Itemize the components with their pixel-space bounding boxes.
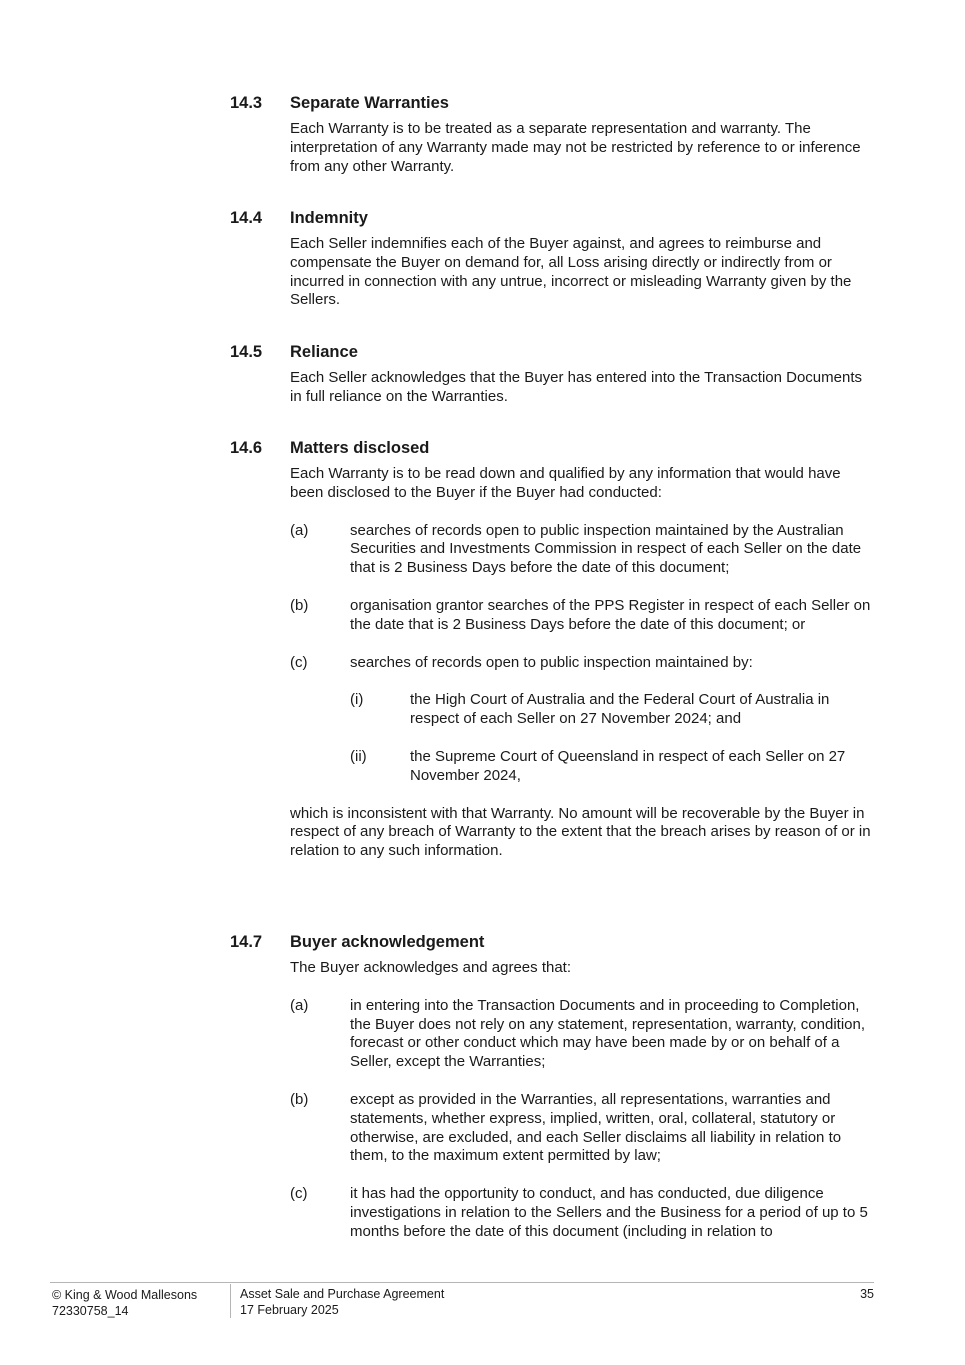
section-14-3 [230, 92, 880, 176]
section-title: Separate Warranties [290, 94, 449, 112]
section-heading [230, 207, 880, 229]
footer-copyright: © King & Wood Mallesons [52, 1288, 198, 1302]
sub-item-text: the High Court of Australia and the Federal Court of Australia in respect of each Seller on 27 November 2024; and [410, 691, 830, 728]
sub-item-label: (i) [350, 691, 364, 709]
section-14-7 [230, 931, 880, 1242]
section-number: 14.4 [230, 209, 263, 227]
section-intro: Each Warranty is to be read down and qualified by any information that would have been disclosed to the Buyer if the Buyer had conducted: [290, 465, 841, 501]
footer-doc-title: Asset Sale and Purchase Agreement [240, 1287, 445, 1301]
section-heading [230, 437, 880, 459]
footer-document-info [240, 1287, 444, 1318]
section-intro: The Buyer acknowledges and agrees that: [290, 959, 572, 976]
section-title: Buyer acknowledgement [290, 933, 485, 951]
list-item [290, 654, 880, 673]
section-title: Reliance [290, 343, 358, 361]
section-number: 14.3 [230, 94, 263, 112]
item-label: (b) [290, 596, 309, 614]
section-number: 14.5 [230, 343, 263, 361]
list-item [290, 1185, 880, 1241]
item-text: except as provided in the Warranties, all representations, warranties and statements, whether express, implied, written, oral, collateral, statutory or otherwise, are excluded, and each Seller disclaims all liability in relation to them, to the maximum extent permitted by law; [350, 1090, 842, 1165]
section-paragraph: Each Warranty is to be treated as a separate representation and warranty. The interpretation of any Warranty made may not be restricted by reference to or inference from any other Warranty. [290, 120, 861, 175]
section-paragraph: Each Seller acknowledges that the Buyer has entered into the Transaction Documents in full reliance on the Warranties. [290, 369, 862, 405]
item-label: (c) [290, 653, 308, 671]
section-14-6 [230, 437, 880, 861]
item-label: (a) [290, 521, 309, 539]
footer-rule [50, 1282, 874, 1283]
sub-list-item [350, 691, 880, 729]
section-heading [230, 92, 880, 114]
section-number: 14.7 [230, 933, 263, 951]
item-text: it has had the opportunity to conduct, and has conducted, due diligence investigations in relation to the Sellers and the Business for a period of up to 5 months before the date of this document (including in relation to [350, 1185, 868, 1240]
item-label: (a) [290, 996, 309, 1014]
footer-doc-date: 17 February 2025 [240, 1302, 339, 1317]
list-item [290, 997, 880, 1072]
sub-item-text: the Supreme Court of Queensland in respect of each Seller on 27 November 2024, [410, 747, 846, 784]
section-heading [230, 341, 880, 363]
item-text: searches of records open to public inspection maintained by the Australian Securities and Investments Commission in respect of each Seller on the date that is 2 Business Days before the date of this document; [350, 521, 862, 577]
section-heading [230, 931, 880, 953]
item-label: (c) [290, 1185, 308, 1203]
page-number: 35 [860, 1287, 874, 1301]
list-item [290, 522, 880, 578]
sub-item-label: (ii) [350, 747, 367, 765]
section-closing: which is inconsistent with that Warranty. No amount will be recoverable by the Buyer in respect of any breach of Warranty to the extent that the breach arises by reason of or in relation to any such information. [290, 804, 871, 860]
list-item [290, 1091, 880, 1166]
item-label: (b) [290, 1090, 309, 1108]
item-text: organisation grantor searches of the PPS Register in respect of each Seller on the date that is 2 Business Days before the date of this document; or [350, 596, 871, 633]
section-title: Indemnity [290, 209, 368, 227]
section-paragraph: Each Seller indemnifies each of the Buyer against, and agrees to reimburse and compensate the Buyer on demand for, all Loss arising directly or indirectly from or incurred in connection with any untrue, incorrect or misleading Warranty given by the Sellers. [290, 235, 852, 309]
footer-doc-id: 72330758_14 [52, 1303, 129, 1318]
footer-divider [230, 1284, 231, 1318]
section-14-4 [230, 207, 880, 310]
sub-list-item [350, 748, 880, 786]
list-item [290, 597, 880, 635]
item-text: searches of records open to public inspection maintained by: [350, 653, 753, 671]
section-number: 14.6 [230, 439, 263, 457]
section-title: Matters disclosed [290, 439, 430, 457]
section-14-5 [230, 341, 880, 407]
footer-firm [52, 1288, 197, 1319]
item-text: in entering into the Transaction Documents and in proceeding to Completion, the Buyer does not rely on any statement, representation, warranty, condition, forecast or other conduct which may have been made by or on behalf of a Seller, except the Warranties; [350, 996, 866, 1071]
